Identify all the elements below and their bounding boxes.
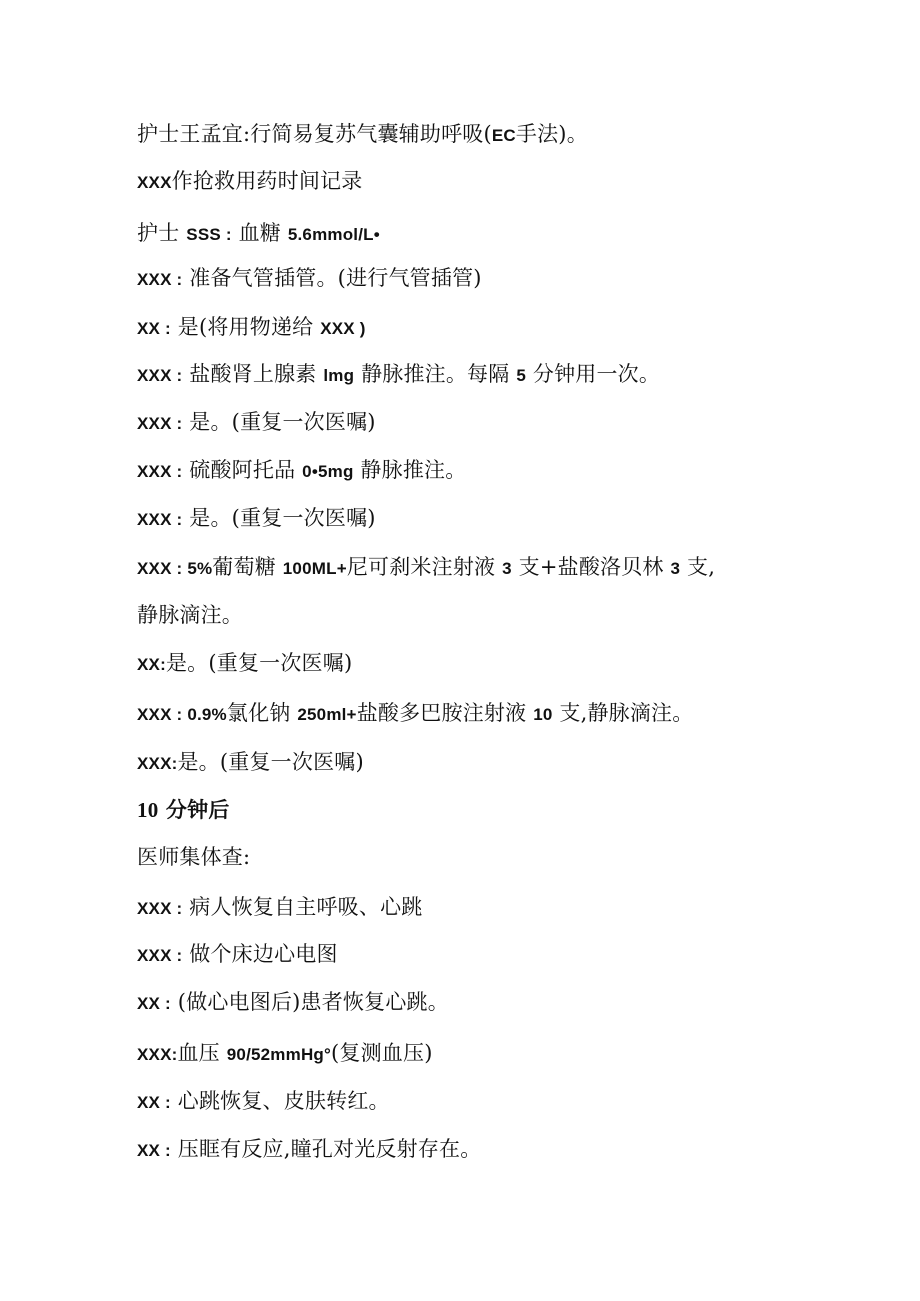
text-run-latin: 10 (137, 798, 159, 822)
text-line (137, 117, 588, 151)
text-run: 盐酸多巴胺注射液 (356, 701, 534, 725)
text-run: 心跳恢复、皮肤转红。 (170, 1089, 390, 1113)
text-line (137, 1084, 390, 1118)
text-run-latin: XXX : (137, 946, 183, 965)
text-line (137, 745, 364, 779)
text-run: 作抢救用药时间记录 (171, 169, 363, 193)
text-run: 是。(重复一次医嘱) (182, 506, 376, 530)
text-run: 支, (680, 555, 716, 579)
text-run-latin: 250ml+ (297, 705, 357, 724)
section-heading (137, 793, 230, 827)
text-run-latin: XX : (137, 1093, 171, 1112)
text-run: 静脉滴注。 (137, 603, 243, 627)
text-run-latin: XXX: (137, 754, 178, 773)
text-run-latin: 5.6mmol/L• (287, 225, 380, 244)
text-run: 做个床边心电图 (182, 942, 338, 966)
text-run: 氯化钠 (226, 701, 298, 725)
text-run: 是(将用物递给 (170, 315, 321, 339)
text-run: 分钟后 (158, 797, 230, 822)
text-line (137, 890, 422, 924)
text-line (137, 164, 362, 198)
text-run-latin: XX : (137, 319, 171, 338)
text-run: 压眶有反应,瞳孔对光反射存在。 (170, 1137, 482, 1161)
text-run: 血糖 (231, 221, 288, 245)
text-run-latin: XXX : (137, 366, 183, 385)
text-run-latin: SSS : (186, 225, 232, 244)
text-run-latin: XXX : (137, 270, 183, 289)
text-run-latin: 3 (502, 559, 512, 578)
text-run: 是。(重复一次医嘱) (177, 750, 364, 774)
text-run-latin: XXX : (137, 462, 183, 481)
text-run: (做心电图后)患者恢复心跳。 (170, 990, 449, 1014)
text-line (137, 1132, 481, 1166)
text-run-latin: XXX ) (320, 319, 366, 338)
text-line (137, 357, 660, 391)
text-run: 护士王孟宜:行简易复苏气囊辅助呼吸( (137, 122, 492, 146)
text-run: 分钟用一次。 (526, 362, 661, 386)
text-run-latin: XX : (137, 994, 171, 1013)
text-line (137, 550, 715, 584)
text-run-latin: 3 (670, 559, 681, 578)
text-run: 准备气管插管。(进行气管插管) (182, 266, 482, 290)
text-run: 是。(重复一次医嘱) (182, 410, 376, 434)
text-run: 静脉推注。 (353, 458, 467, 482)
text-run: 血压 (177, 1041, 227, 1065)
text-run-latin: XXX : (137, 899, 183, 918)
text-run-latin: XX : (137, 1141, 171, 1160)
text-run: 支+盐酸洛贝林 (511, 555, 671, 579)
text-run-latin: EC (491, 126, 516, 145)
text-run-latin: XXX: (137, 1045, 178, 1064)
text-run: 是。(重复一次医嘱) (165, 651, 353, 675)
text-line (137, 501, 376, 535)
text-run-latin: 5 (516, 366, 526, 385)
text-run: 葡萄糖 (212, 555, 283, 579)
text-run: 病人恢复自主呼吸、心跳 (182, 895, 423, 919)
text-run: 静脉推注。每隔 (354, 362, 517, 386)
text-run-latin: 0•5mg (302, 462, 354, 481)
text-line (137, 646, 352, 680)
text-run-latin: XXX : 5% (137, 559, 213, 578)
text-line (137, 216, 380, 250)
text-run-latin: 90/52mmHg° (226, 1045, 331, 1064)
text-run-latin: XXX : 0.9% (137, 705, 227, 724)
text-line (137, 405, 376, 439)
text-line (137, 1036, 433, 1070)
text-line (137, 937, 338, 971)
text-line (137, 696, 693, 730)
text-run: (复测血压) (331, 1041, 433, 1065)
text-run-latin: XXX : (137, 510, 183, 529)
text-run-latin: 100ML+ (282, 559, 347, 578)
text-run-latin: lmg (323, 366, 355, 385)
text-line (137, 840, 250, 874)
text-line (137, 985, 449, 1019)
text-run: 手法)。 (515, 122, 588, 146)
text-run-latin: 10 (533, 705, 553, 724)
text-line (137, 261, 482, 295)
text-run-latin: XX: (137, 655, 166, 674)
text-run: 盐酸肾上腺素 (182, 362, 324, 386)
text-run-latin: XXX : (137, 414, 183, 433)
text-run: 护士 (137, 221, 187, 245)
text-run: 支,静脉滴注。 (552, 701, 694, 725)
text-line (137, 310, 366, 344)
text-run-latin: XXX (137, 173, 172, 192)
text-line (137, 598, 243, 632)
text-run: 医师集体查: (137, 845, 251, 869)
text-run: 尼可刹米注射液 (346, 555, 503, 579)
text-run: 硫酸阿托品 (182, 458, 303, 482)
text-line (137, 453, 466, 487)
